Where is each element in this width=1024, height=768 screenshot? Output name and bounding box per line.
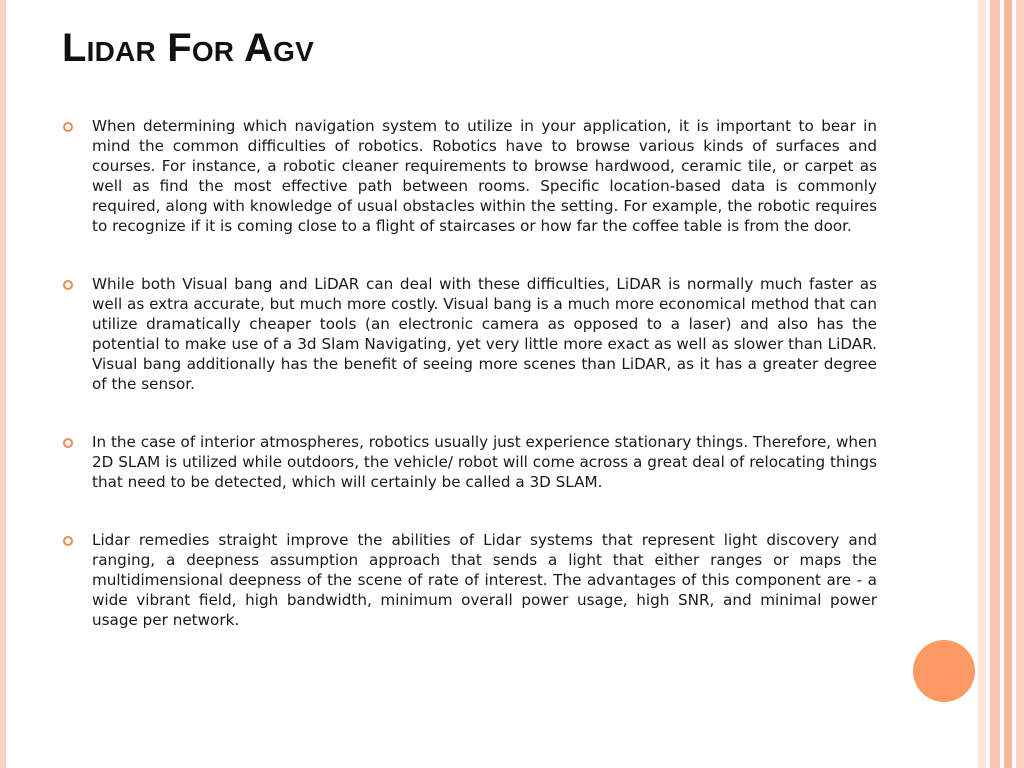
- hollow-circle-bullet-icon: [62, 274, 92, 295]
- decorative-orange-circle: [913, 640, 975, 702]
- bullet-text: When determining which navigation system to utilize in your application, it is important to bear in mind the common difficulties of robotics. Robotics have to browse various kinds of surfaces and courses. For instance, a robotic cleaner requirements to browse hardwood, ceramic tile, or carpet as well as find the most effective path between rooms. Specific location-based data is commonly required, along with knowledge of usual obstacles within the setting. For example, the robotic requires to recognize if it is coming close to a flight of staircases or how far the coffee table is from the door.: [92, 117, 877, 235]
- hollow-circle-bullet-icon: [62, 116, 92, 137]
- hollow-circle-bullet-icon: [62, 432, 92, 453]
- bullet-item: [62, 116, 877, 236]
- bullet-item: [62, 432, 877, 492]
- bullet-text: While both Visual bang and LiDAR can deal with these difficulties, LiDAR is normally much faster as well as extra accurate, but much more costly. Visual bang is a much more economical method that can utilize dramatically cheaper tools (an electronic camera as opposed to a laser) and also has the potential to make use of a 3d Slam Navigating, yet very little more exact as well as slower than LiDAR. Visual bang additionally has the benefit of seeing more scenes than LiDAR, as it has a greater degree of the sensor.: [92, 275, 878, 393]
- slide-title: Lidar For Agv: [62, 26, 314, 70]
- bullet-item: [62, 274, 877, 394]
- bullet-list: [62, 116, 877, 668]
- bullet-text: Lidar remedies straight improve the abilities of Lidar systems that represent light discovery and ranging, a deepness assumption approach that sends a light that either ranges or maps the multidimensional deepness of the scene of rate of interest. The advantages of this component are - a wide vibrant field, high bandwidth, minimum overall power usage, high SNR, and minimal power usage per network.: [92, 531, 877, 629]
- left-border-decoration: [0, 0, 6, 768]
- bullet-text: In the case of interior atmospheres, robotics usually just experience stationary things. Therefore, when 2D SLAM is utilized while outdoors, the vehicle/ robot will come across a great deal of relocating things that need to be detected, which will certainly be called a 3D SLAM.: [92, 433, 877, 491]
- bullet-item: [62, 530, 877, 630]
- hollow-circle-bullet-icon: [62, 530, 92, 551]
- right-stripe-decoration: [978, 0, 1024, 768]
